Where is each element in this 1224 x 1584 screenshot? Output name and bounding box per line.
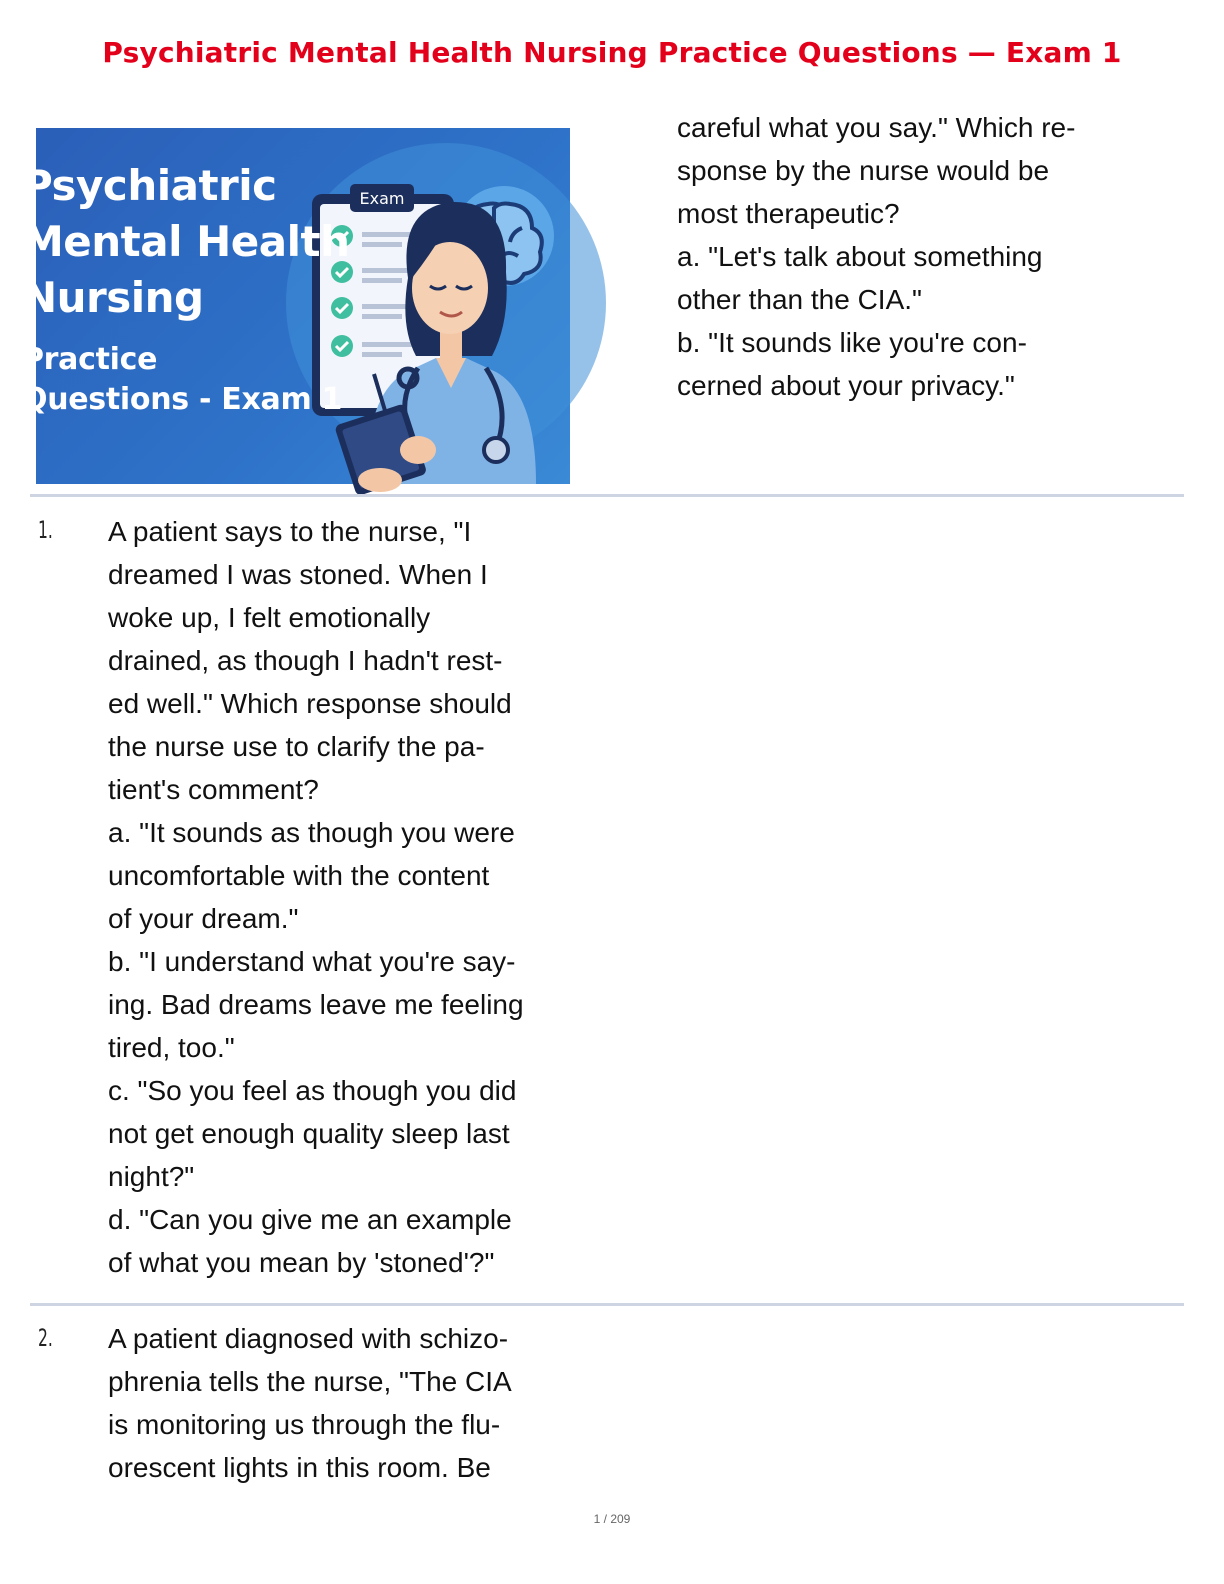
page-title: Psychiatric Mental Health Nursing Practice Questions — Exam 1 (102, 36, 1122, 69)
text-line: orescent lights in this room. Be (108, 1452, 491, 1483)
banner-line: Questions - Exam 1 (22, 382, 343, 417)
text-line: A patient diagnosed with schizo- (108, 1323, 509, 1354)
text-line: ed well." Which response should (108, 688, 512, 719)
banner-heading (22, 158, 349, 420)
banner-line: Nursing (22, 273, 204, 322)
page-number: 1 / 209 (593, 1512, 631, 1526)
question-number: 2. (38, 1324, 53, 1352)
text-line: is monitoring us through the flu- (108, 1409, 501, 1440)
option-line: c. "So you feel as though you did (108, 1075, 517, 1106)
text-line: the nurse use to clarify the pa- (108, 731, 485, 762)
text-line: A patient says to the nurse, "I (108, 516, 472, 547)
text-line: dreamed I was stoned. When I (108, 559, 488, 590)
option-line: b. "It sounds like you're con- (677, 327, 1027, 358)
option-line: other than the CIA." (677, 284, 922, 315)
text-line: drained, as though I hadn't rest- (108, 645, 503, 676)
banner-line: Psychiatric (22, 161, 277, 210)
continued-question-text (677, 106, 1177, 407)
question-2 (108, 1317, 598, 1489)
divider (30, 1303, 1184, 1306)
banner-line: Mental Health (22, 217, 350, 266)
clipboard-label: Exam (359, 189, 405, 208)
question-number: 1. (38, 516, 53, 544)
text-line: tient's comment? (108, 774, 319, 805)
option-line: a. "It sounds as though you were (108, 817, 515, 848)
option-line: of your dream." (108, 903, 299, 934)
option-line: uncomfortable with the content (108, 860, 490, 891)
question-1 (108, 510, 598, 1284)
option-line: night?" (108, 1161, 195, 1192)
text-line: phrenia tells the nurse, "The CIA (108, 1366, 512, 1397)
option-line: a. "Let's talk about something (677, 241, 1043, 272)
option-line: cerned about your privacy." (677, 370, 1015, 401)
option-line: not get enough quality sleep last (108, 1118, 510, 1149)
option-line: b. "I understand what you're say- (108, 946, 516, 977)
text-line: most therapeutic? (677, 198, 900, 229)
option-line: ing. Bad dreams leave me feeling (108, 989, 524, 1020)
option-line: d. "Can you give me an example (108, 1204, 512, 1235)
text-line: woke up, I felt emotionally (108, 602, 431, 633)
text-line: sponse by the nurse would be (677, 155, 1050, 186)
text-line: careful what you say." Which re- (677, 112, 1076, 143)
divider (30, 494, 1184, 497)
banner-image (22, 128, 570, 484)
banner-line: Practice (22, 342, 158, 377)
option-line: tired, too." (108, 1032, 235, 1063)
option-line: of what you mean by 'stoned'?" (108, 1247, 495, 1278)
